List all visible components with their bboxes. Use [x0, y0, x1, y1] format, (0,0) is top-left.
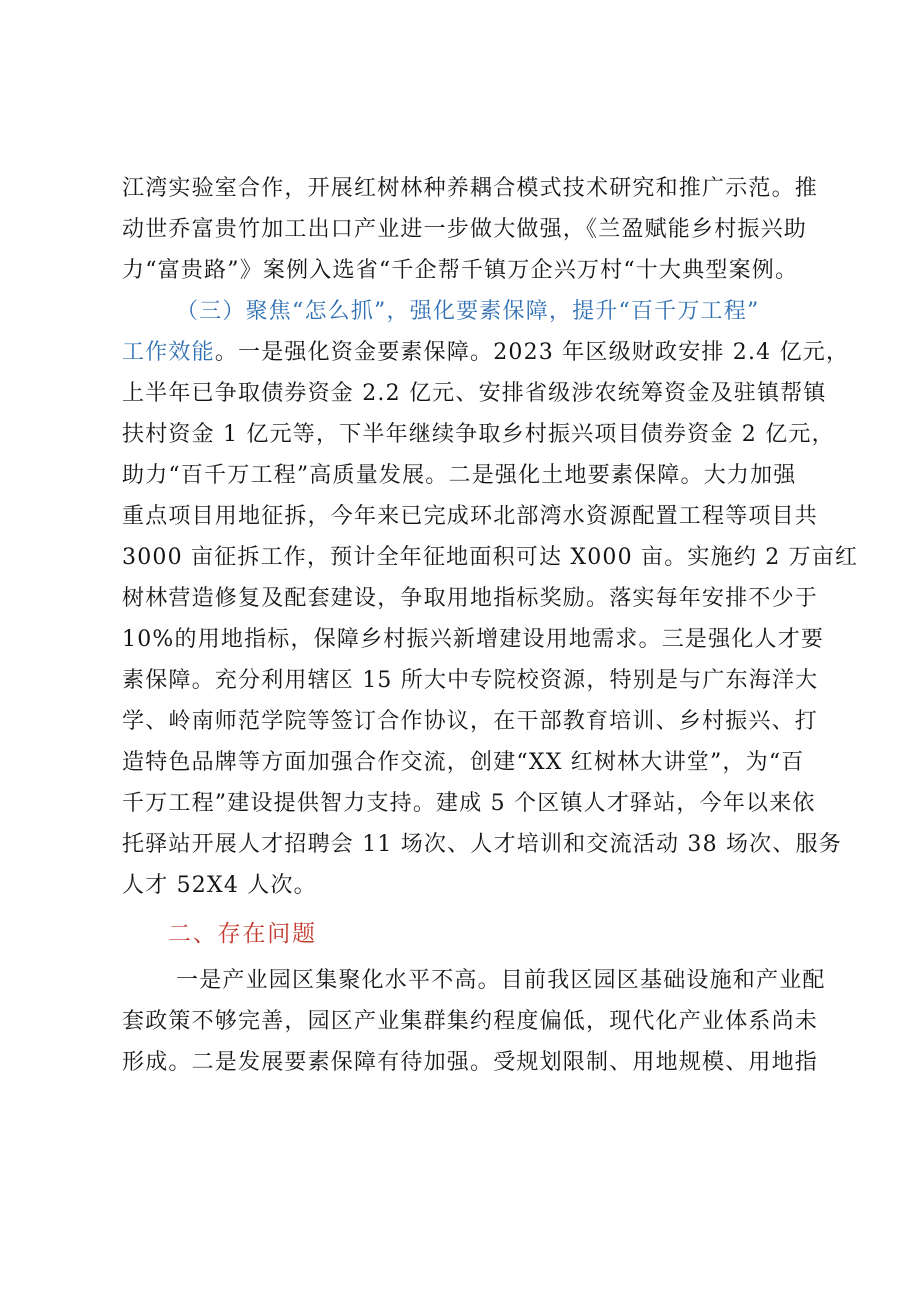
- text-line: 素保障。充分利用辖区 15 所大中专院校资源，特别是与广东海洋大: [122, 668, 819, 693]
- text-line: 重点项目用地征拆，今年来已完成环北部湾水资源配置工程等项目共: [122, 504, 819, 529]
- text-line: 上半年已争取债券资金 2.2 亿元、安排省级涉农统筹资金及驻镇帮镇: [122, 381, 827, 406]
- paragraph-3: [122, 960, 826, 1083]
- subheading-tail: 工作效能: [122, 340, 215, 365]
- text-line: 助力“百千万工程”高质量发展。二是强化土地要素保障。大力加强: [122, 463, 797, 488]
- text-line: 形成。二是发展要素保障有待加强。受规划限制、用地规模、用地指: [122, 1050, 819, 1075]
- subheading-line: （三）聚焦“怎么抓”，强化要素保障，提升“百千万工程”: [176, 299, 760, 324]
- paragraph-1: [122, 168, 819, 291]
- text-line: 动世乔富贵竹加工出口产业进一步做大做强，《兰盈赋能乡村振兴助: [122, 217, 808, 242]
- text-line: 力“富贵路”》案例入选省“千企帮千镇万企兴万村“十大典型案例。: [122, 258, 799, 283]
- text-line: 树林营造修复及配套建设，争取用地指标奖励。落实每年安排不少于: [122, 586, 819, 611]
- text-line: [122, 332, 850, 373]
- text-line: 3000 亩征拆工作，预计全年征地面积可达 X000 亩。实施约 2 万亩红: [122, 545, 859, 570]
- document-page: [122, 168, 859, 1083]
- text-line: 人才 52X4 人次。: [122, 873, 317, 898]
- text-line: 造特色品牌等方面加强合作交流，创建“XX 红树林大讲堂”，为“百: [122, 750, 805, 775]
- text-line: 学、岭南师范学院等签订合作协议，在干部教育培训、乡村振兴、打: [122, 709, 819, 734]
- text-line: 一是产业园区集聚化水平不高。目前我区园区基础设施和产业配: [176, 968, 826, 993]
- text-line: 套政策不够完善，园区产业集群集约程度偏低，现代化产业体系尚未: [122, 1009, 819, 1034]
- text-line: 10%的用地指标，保障乡村振兴新增建设用地需求。三是强化人才要: [122, 627, 825, 652]
- text-line: 托驿站开展人才招聘会 11 场次、人才培训和交流活动 38 场次、服务: [122, 832, 842, 857]
- text-line: 千万工程”建设提供智力支持。建成 5 个区镇人才驿站，今年以来依: [122, 791, 816, 816]
- section-heading: 二、存在问题: [168, 921, 317, 947]
- text-line: 江湾实验室合作，开展红树林种养耦合模式技术研究和推广示范。推: [122, 176, 819, 201]
- text-line: 扶村资金 1 亿元等，下半年继续争取乡村振兴项目债券资金 2 亿元，: [122, 422, 835, 447]
- text-run: 。一是强化资金要素保障。2023 年区级财政安排 2.4 亿元，: [214, 340, 850, 365]
- paragraph-2: [122, 291, 859, 906]
